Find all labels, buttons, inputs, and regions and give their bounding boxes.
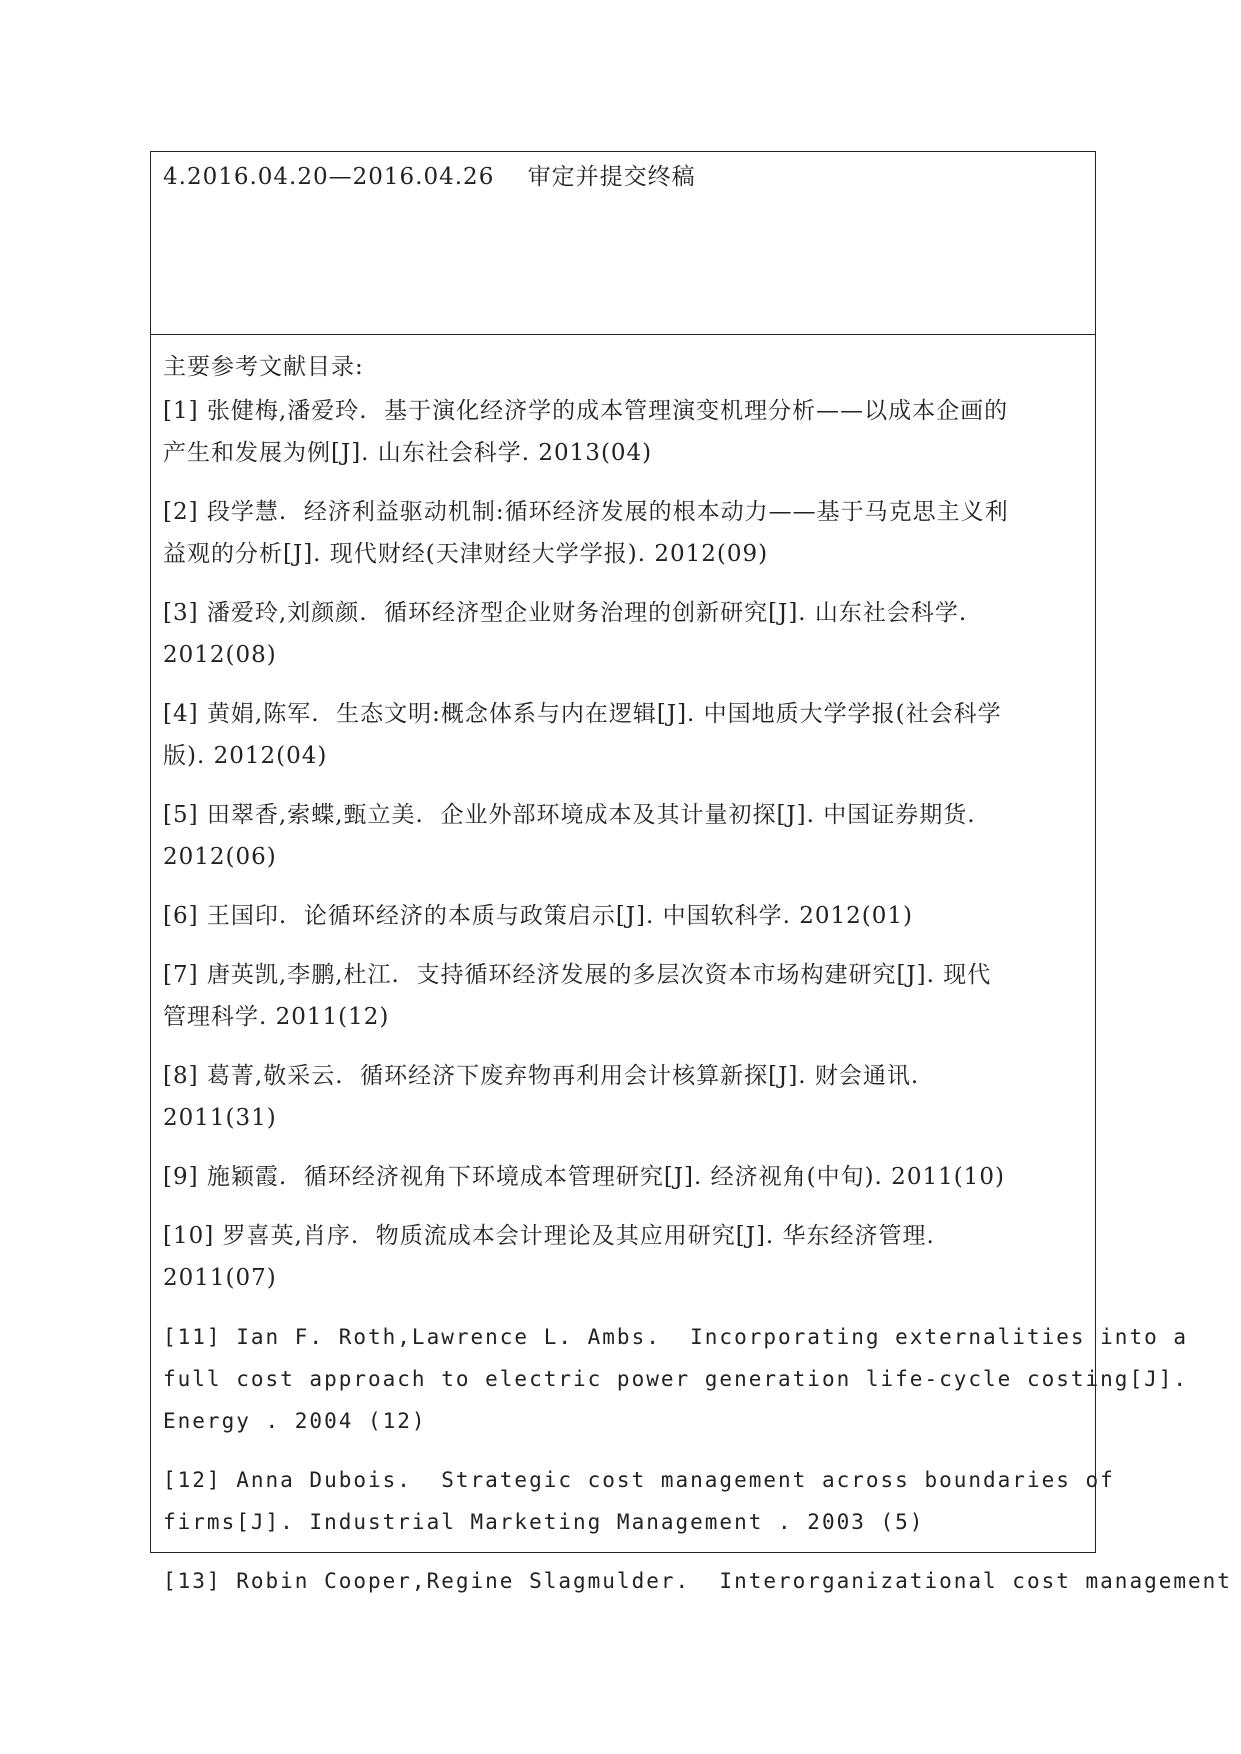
reference-line: [7] 唐英凯,李鹏,杜江. 支持循环经济发展的多层次资本市场构建研究[J]. 现代 — [163, 962, 992, 988]
reference-line: 2012(08) — [163, 642, 277, 668]
reference-line: Energy . 2004 (12) — [163, 1409, 427, 1433]
reference-line: 益观的分析[J]. 现代财经(天津财经大学学报). 2012(09) — [163, 541, 769, 567]
reference-line: 管理科学. 2011(12) — [163, 1004, 390, 1030]
reference-item — [163, 954, 1083, 1038]
reference-list — [163, 390, 1232, 1602]
reference-line: firms[J]. Industrial Marketing Management . 2003 (5) — [163, 1510, 925, 1534]
reference-line: [12] Anna Dubois. Strategic cost management across boundaries of — [163, 1468, 1115, 1492]
reference-line: [6] 王国印. 论循环经济的本质与政策启示[J]. 中国软科学. 2012(01) — [163, 903, 913, 929]
reference-item — [163, 1156, 1083, 1198]
reference-line: [5] 田翠香,索蝶,甄立美. 企业外部环境成本及其计量初探[J]. 中国证券期货. — [163, 802, 976, 828]
reference-line: [8] 葛菁,敬采云. 循环经济下废弃物再利用会计核算新探[J]. 财会通讯. — [163, 1063, 920, 1089]
reference-item — [163, 1055, 1083, 1139]
reference-item — [163, 390, 1083, 474]
reference-item — [163, 693, 1083, 777]
reference-line: [13] Robin Cooper,Regine Slagmulder. Interorganizational cost management — [163, 1569, 1232, 1593]
reference-line: 版). 2012(04) — [163, 743, 328, 769]
reference-line: 产生和发展为例[J]. 山东社会科学. 2013(04) — [163, 440, 653, 466]
reference-line: [10] 罗喜英,肖序. 物质流成本会计理论及其应用研究[J]. 华东经济管理. — [163, 1223, 935, 1249]
reference-item — [163, 794, 1083, 878]
reference-line: [1] 张健梅,潘爱玲. 基于演化经济学的成本管理演变机理分析——以成本企画的 — [163, 398, 1009, 424]
reference-item — [163, 1459, 1115, 1543]
reference-line: [11] Ian F. Roth,Lawrence L. Ambs. Incorporating externalities into a — [163, 1325, 1189, 1349]
reference-line: [4] 黄娟,陈军. 生态文明:概念体系与内在逻辑[J]. 中国地质大学学报(社会科学 — [163, 701, 1002, 727]
reference-line: 2011(31) — [163, 1105, 277, 1131]
reference-item — [163, 1316, 1189, 1442]
reference-line: [2] 段学慧. 经济利益驱动机制:循环经济发展的根本动力——基于马克思主义利 — [163, 499, 1009, 525]
reference-line: [9] 施颖霞. 循环经济视角下环境成本管理研究[J]. 经济视角(中旬). 2011(10) — [163, 1164, 1005, 1190]
reference-item — [163, 1215, 1083, 1299]
schedule-line: 4.2016.04.20—2016.04.26 审定并提交终稿 — [163, 164, 696, 190]
references-heading: 主要参考文献目录: — [163, 354, 364, 380]
reference-item — [163, 895, 1083, 937]
document-table — [150, 151, 1232, 1593]
reference-line: [3] 潘爱玲,刘颜颜. 循环经济型企业财务治理的创新研究[J]. 山东社会科学. — [163, 600, 968, 626]
reference-line: 2012(06) — [163, 844, 277, 870]
reference-line: 2011(07) — [163, 1265, 277, 1291]
reference-item — [163, 1560, 1232, 1602]
references-cell — [163, 335, 1232, 1602]
reference-item — [163, 491, 1083, 575]
schedule-cell — [151, 152, 1095, 335]
reference-item — [163, 592, 1083, 676]
reference-line: full cost approach to electric power generation life-cycle costing[J]. — [163, 1367, 1189, 1391]
